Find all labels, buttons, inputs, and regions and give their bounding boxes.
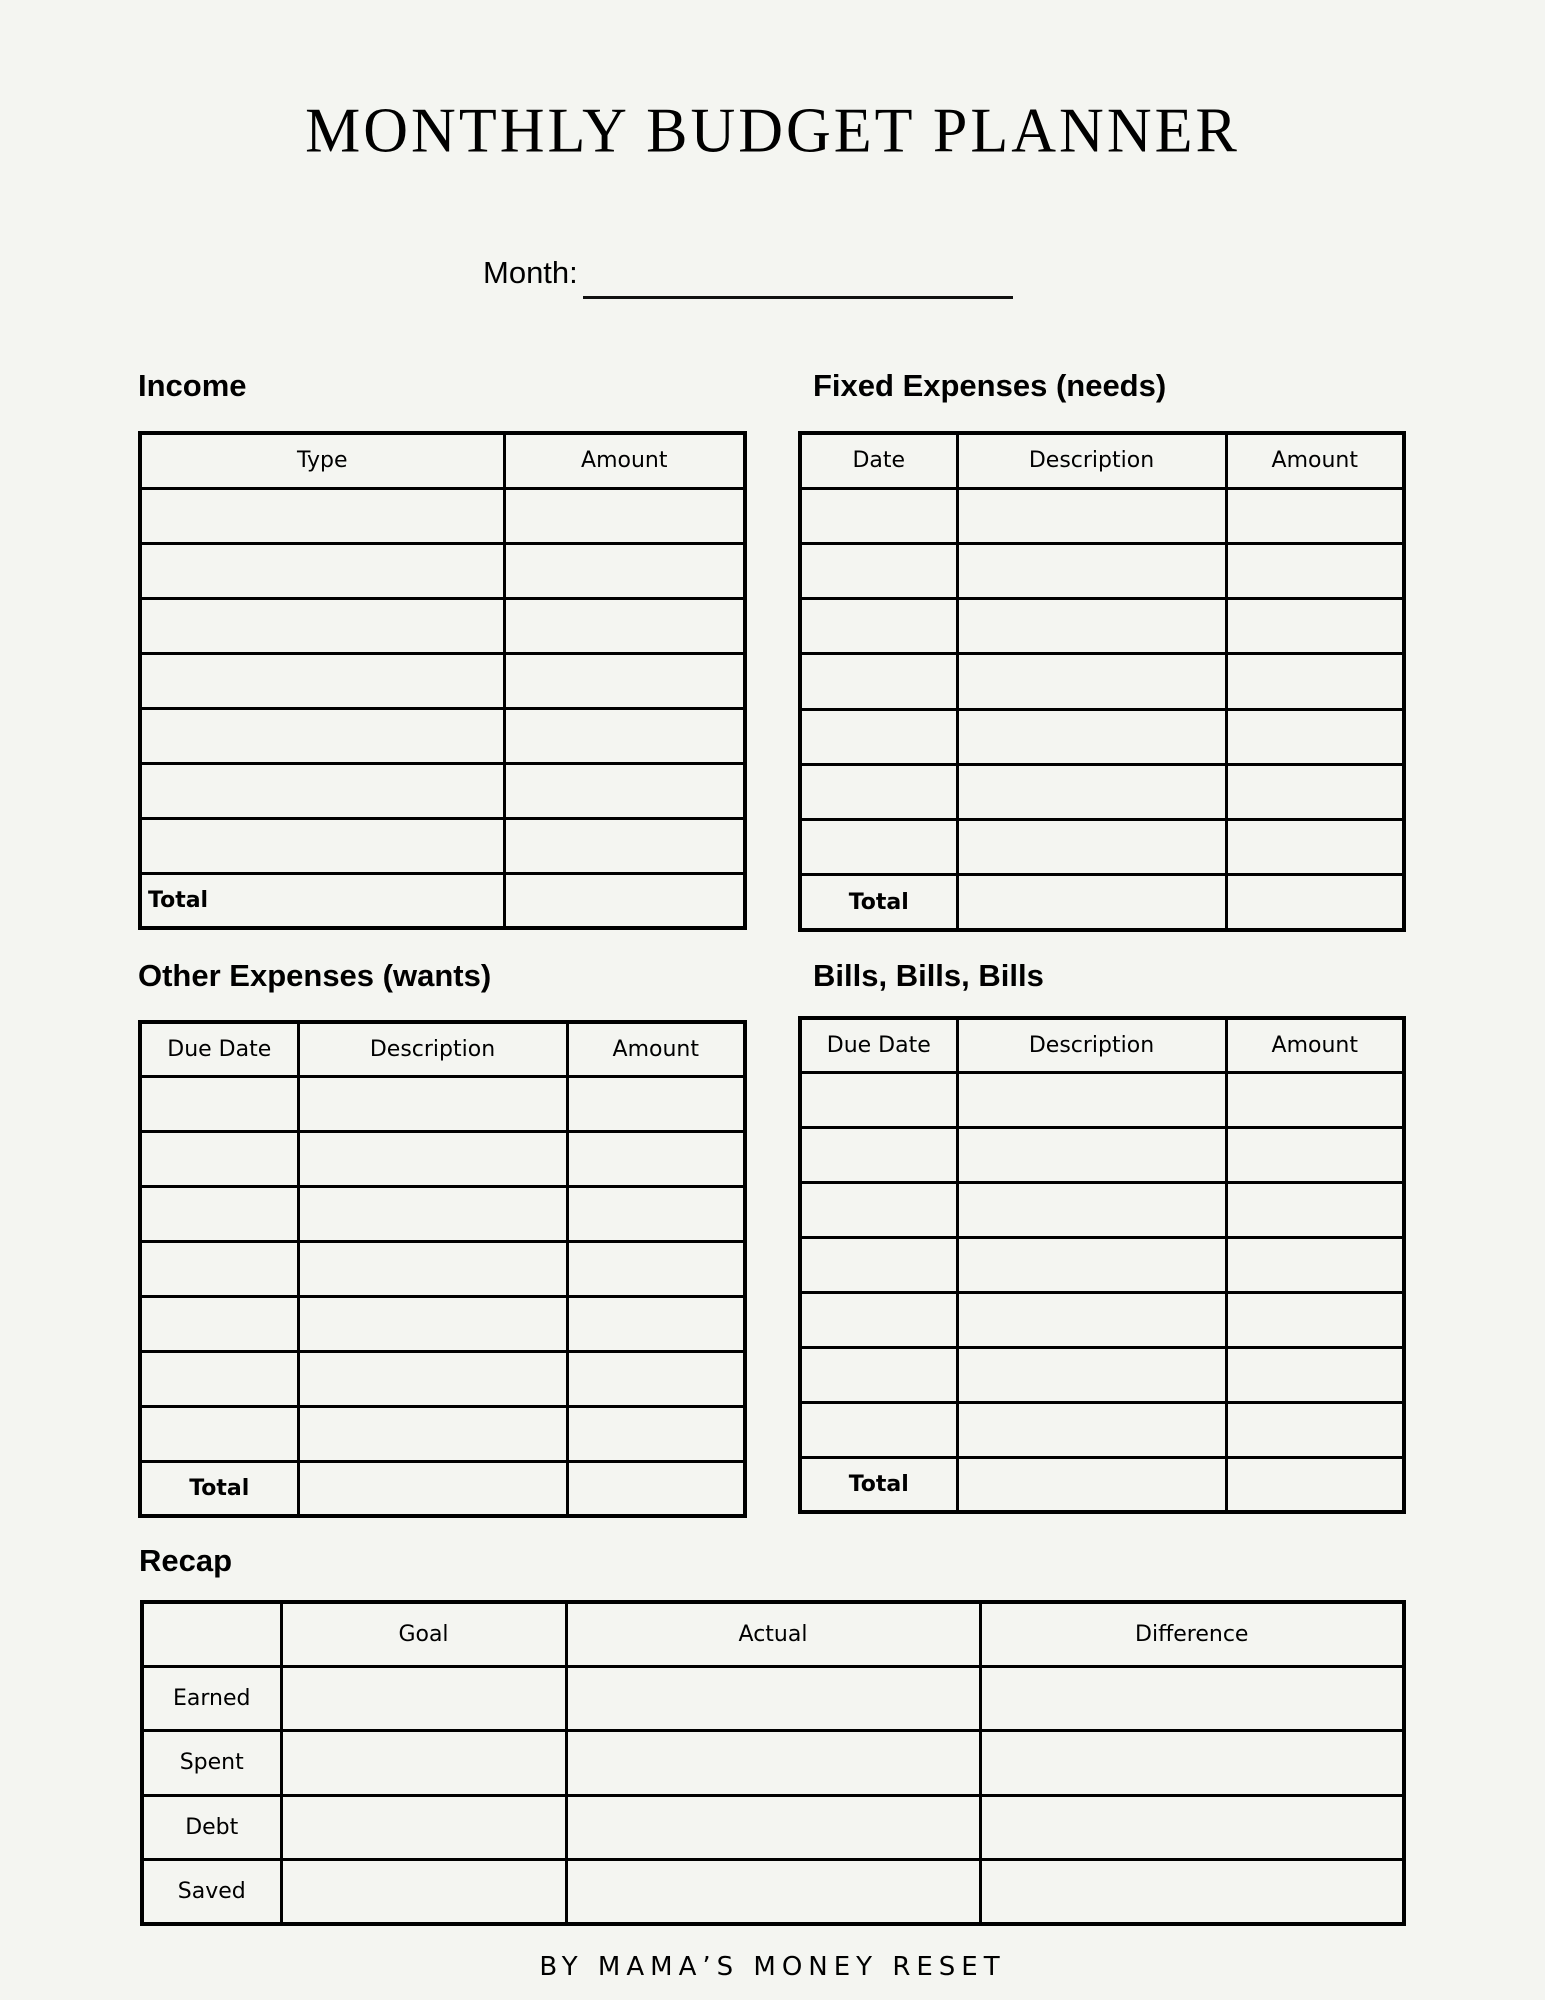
column-header: Goal: [281, 1602, 566, 1666]
fixed-expenses-table: [798, 431, 1406, 932]
column-header: Actual: [566, 1602, 980, 1666]
entry-cell[interactable]: [566, 1731, 980, 1795]
income-heading: Income: [138, 368, 247, 403]
table-row: [140, 708, 745, 763]
entry-cell[interactable]: [140, 1132, 298, 1187]
entry-cell[interactable]: [957, 1073, 1226, 1128]
recap-row-debt: [142, 1795, 1404, 1859]
entry-cell[interactable]: [957, 764, 1226, 819]
total-value-cell[interactable]: [1226, 1457, 1404, 1512]
entry-cell[interactable]: [800, 543, 957, 598]
entry-cell[interactable]: [566, 1666, 980, 1730]
entry-cell[interactable]: [504, 818, 745, 873]
table-row: [140, 1351, 745, 1406]
table-row: [800, 709, 1404, 764]
column-header: Due Date: [140, 1022, 298, 1077]
footer-credit: BY MAMA’S MONEY RESET: [539, 1952, 1006, 1982]
page-title: MONTHLY BUDGET PLANNER: [305, 96, 1240, 166]
column-header: Type: [140, 433, 504, 488]
entry-cell[interactable]: [140, 543, 504, 598]
total-value-cell[interactable]: [298, 1461, 567, 1516]
column-header: Description: [957, 1018, 1226, 1073]
entry-cell[interactable]: [800, 1402, 957, 1457]
table-row: [140, 1242, 745, 1297]
total-value-cell[interactable]: [957, 1457, 1226, 1512]
entry-cell[interactable]: [1226, 1292, 1404, 1347]
table-row: [800, 1183, 1404, 1238]
entry-cell[interactable]: [567, 1351, 745, 1406]
entry-cell[interactable]: [1226, 543, 1404, 598]
entry-cell[interactable]: [140, 598, 504, 653]
entry-cell[interactable]: [298, 1077, 567, 1132]
entry-cell[interactable]: [140, 1187, 298, 1242]
table-row: [800, 488, 1404, 543]
entry-cell[interactable]: [140, 1296, 298, 1351]
row-label: Earned: [142, 1666, 281, 1730]
entry-cell[interactable]: [1226, 764, 1404, 819]
bills-heading: Bills, Bills, Bills: [813, 958, 1044, 993]
month-field[interactable]: [583, 296, 1013, 299]
entry-cell[interactable]: [504, 708, 745, 763]
row-label: Debt: [142, 1795, 281, 1859]
entry-cell[interactable]: [504, 653, 745, 708]
recap-row-saved: [142, 1860, 1404, 1924]
table-row: [800, 1347, 1404, 1402]
table-row: [800, 543, 1404, 598]
entry-cell[interactable]: [800, 820, 957, 875]
entry-cell[interactable]: [980, 1860, 1404, 1924]
bills-table: [798, 1016, 1406, 1514]
entry-cell[interactable]: [504, 598, 745, 653]
entry-cell[interactable]: [504, 488, 745, 543]
entry-cell[interactable]: [567, 1296, 745, 1351]
entry-cell[interactable]: [800, 1292, 957, 1347]
entry-cell[interactable]: [298, 1296, 567, 1351]
header-row: [800, 433, 1404, 488]
table-row: [800, 599, 1404, 654]
entry-cell[interactable]: [1226, 599, 1404, 654]
entry-cell[interactable]: [566, 1860, 980, 1924]
entry-cell[interactable]: [957, 1128, 1226, 1183]
table-row: [140, 488, 745, 543]
entry-cell[interactable]: [800, 1183, 957, 1238]
entry-cell[interactable]: [1226, 654, 1404, 709]
entry-cell[interactable]: [140, 818, 504, 873]
entry-cell[interactable]: [504, 543, 745, 598]
column-header: Amount: [1226, 433, 1404, 488]
entry-cell[interactable]: [1226, 709, 1404, 764]
entry-cell[interactable]: [281, 1731, 566, 1795]
month-label: Month:: [483, 255, 578, 290]
entry-cell[interactable]: [298, 1187, 567, 1242]
table-row: [140, 1296, 745, 1351]
total-row: [800, 1457, 1404, 1512]
header-row: [800, 1018, 1404, 1073]
total-label: Total: [800, 875, 957, 930]
table-row: [140, 543, 745, 598]
entry-cell[interactable]: [140, 488, 504, 543]
entry-cell[interactable]: [140, 1077, 298, 1132]
table-row: [800, 1402, 1404, 1457]
entry-cell[interactable]: [800, 1073, 957, 1128]
entry-cell[interactable]: [957, 654, 1226, 709]
entry-cell[interactable]: [800, 1128, 957, 1183]
total-label: Total: [140, 873, 504, 928]
entry-cell[interactable]: [567, 1406, 745, 1461]
table-row: [140, 1077, 745, 1132]
entry-cell[interactable]: [957, 1183, 1226, 1238]
header-row: [142, 1602, 1404, 1666]
entry-cell[interactable]: [504, 763, 745, 818]
recap-row-earned: [142, 1666, 1404, 1730]
table-row: [800, 764, 1404, 819]
entry-cell[interactable]: [140, 763, 504, 818]
other-expenses-table: [138, 1020, 747, 1518]
column-header: Description: [298, 1022, 567, 1077]
recap-table: [140, 1600, 1406, 1926]
column-header: [142, 1602, 281, 1666]
table-row: [800, 1073, 1404, 1128]
recap-heading: Recap: [139, 1543, 233, 1578]
header-row: [140, 433, 745, 488]
entry-cell[interactable]: [957, 709, 1226, 764]
entry-cell[interactable]: [140, 653, 504, 708]
entry-cell[interactable]: [1226, 1238, 1404, 1293]
entry-cell[interactable]: [800, 488, 957, 543]
entry-cell[interactable]: [1226, 1347, 1404, 1402]
entry-cell[interactable]: [1226, 1402, 1404, 1457]
table-row: [800, 1238, 1404, 1293]
entry-cell[interactable]: [140, 708, 504, 763]
entry-cell[interactable]: [957, 820, 1226, 875]
entry-cell[interactable]: [800, 1238, 957, 1293]
header-row: [140, 1022, 745, 1077]
entry-cell[interactable]: [298, 1242, 567, 1297]
column-header: Difference: [980, 1602, 1404, 1666]
entry-cell[interactable]: [957, 1238, 1226, 1293]
entry-cell[interactable]: [980, 1731, 1404, 1795]
entry-cell[interactable]: [281, 1666, 566, 1730]
column-header: Due Date: [800, 1018, 957, 1073]
total-value-cell[interactable]: [957, 875, 1226, 930]
entry-cell[interactable]: [298, 1406, 567, 1461]
total-value-cell[interactable]: [1226, 875, 1404, 930]
column-header: Amount: [1226, 1018, 1404, 1073]
total-label: Total: [140, 1461, 298, 1516]
entry-cell[interactable]: [957, 1292, 1226, 1347]
entry-cell[interactable]: [800, 654, 957, 709]
entry-cell[interactable]: [298, 1351, 567, 1406]
entry-cell[interactable]: [957, 1347, 1226, 1402]
entry-cell[interactable]: [140, 1242, 298, 1297]
entry-cell[interactable]: [281, 1795, 566, 1859]
total-row: [140, 1461, 745, 1516]
entry-cell[interactable]: [800, 764, 957, 819]
entry-cell[interactable]: [281, 1860, 566, 1924]
entry-cell[interactable]: [957, 488, 1226, 543]
entry-cell[interactable]: [140, 1351, 298, 1406]
entry-cell[interactable]: [1226, 1073, 1404, 1128]
total-row: [140, 873, 745, 928]
recap-row-spent: [142, 1731, 1404, 1795]
entry-cell[interactable]: [1226, 488, 1404, 543]
column-header: Amount: [504, 433, 745, 488]
table-row: [140, 1406, 745, 1461]
table-row: [800, 654, 1404, 709]
entry-cell[interactable]: [567, 1132, 745, 1187]
column-header: Amount: [567, 1022, 745, 1077]
table-row: [800, 820, 1404, 875]
entry-cell[interactable]: [566, 1795, 980, 1859]
entry-cell[interactable]: [140, 1406, 298, 1461]
total-value-cell[interactable]: [567, 1461, 745, 1516]
column-header: Date: [800, 433, 957, 488]
entry-cell[interactable]: [567, 1242, 745, 1297]
entry-cell[interactable]: [1226, 1128, 1404, 1183]
table-row: [140, 763, 745, 818]
table-row: [140, 653, 745, 708]
entry-cell[interactable]: [957, 1402, 1226, 1457]
table-row: [800, 1292, 1404, 1347]
table-row: [800, 1128, 1404, 1183]
entry-cell[interactable]: [980, 1666, 1404, 1730]
total-row: [800, 875, 1404, 930]
entry-cell[interactable]: [800, 1347, 957, 1402]
column-header: Description: [957, 433, 1226, 488]
total-label: Total: [800, 1457, 957, 1512]
entry-cell[interactable]: [1226, 1183, 1404, 1238]
total-value-cell[interactable]: [504, 873, 745, 928]
entry-cell[interactable]: [567, 1077, 745, 1132]
table-row: [140, 818, 745, 873]
entry-cell[interactable]: [957, 599, 1226, 654]
row-label: Saved: [142, 1860, 281, 1924]
income-table: [138, 431, 747, 930]
other-expenses-heading: Other Expenses (wants): [138, 958, 492, 993]
entry-cell[interactable]: [800, 599, 957, 654]
table-row: [140, 1187, 745, 1242]
entry-cell[interactable]: [980, 1795, 1404, 1859]
table-row: [140, 598, 745, 653]
entry-cell[interactable]: [1226, 820, 1404, 875]
fixed-expenses-heading: Fixed Expenses (needs): [813, 368, 1167, 403]
row-label: Spent: [142, 1731, 281, 1795]
entry-cell[interactable]: [800, 709, 957, 764]
table-row: [140, 1132, 745, 1187]
entry-cell[interactable]: [957, 543, 1226, 598]
entry-cell[interactable]: [567, 1187, 745, 1242]
entry-cell[interactable]: [298, 1132, 567, 1187]
